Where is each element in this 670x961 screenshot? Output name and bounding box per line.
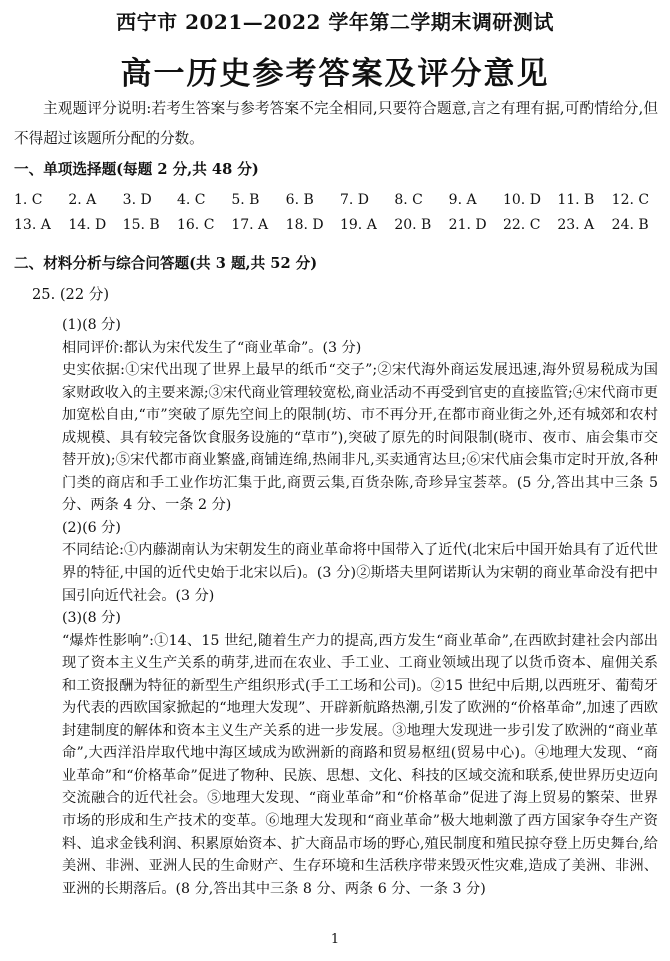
answer-item: 2. A <box>68 192 97 208</box>
answer-item: 4. C <box>176 192 206 208</box>
answer-item: 21. D <box>448 217 487 233</box>
answer-item: 3. D <box>122 192 152 208</box>
question-25-label: 25. (22 分) <box>32 286 110 303</box>
part-2-label: (2)(6 分) <box>62 519 121 536</box>
answer-item: 5. B <box>231 192 260 208</box>
answer-item: 8. C <box>394 192 423 208</box>
answer-item: 15. B <box>122 217 160 233</box>
answer-item: 6. B <box>285 192 314 208</box>
exam-title: 西宁市 2021—2022 学年第二学期末调研测试 <box>116 10 554 34</box>
answer-item: 18. D <box>285 217 324 233</box>
answer-item: 23. A <box>557 217 595 233</box>
page-number: 1 <box>330 932 340 947</box>
answer-row-2 <box>14 217 666 233</box>
answer-item: 12. C <box>611 192 650 208</box>
answer-item: 1. C <box>14 192 43 208</box>
question-25-answer <box>62 314 658 900</box>
answer-item: 7. D <box>339 192 370 208</box>
part-3-label: (3)(8 分) <box>62 610 121 627</box>
answer-item: 9. A <box>448 192 477 208</box>
answer-item: 17. A <box>231 217 269 233</box>
answer-item: 16. C <box>176 217 215 233</box>
part-3-text: “爆炸性影响”:①14、15 世纪,随着生产力的提高,西方发生“商业革命”,在西欧封建社会内部出现了资本主义生产关系的萌芽,进而在农业、手工业、工商业领域出现了以货币资本、雇佣关系和工资报酬为特征的新型生产组织形式(手工工场和公司)。②15 世纪中后期,以西班牙、葡萄牙为代表的西欧国家掀起的“地理大发现”、开辟新航路热潮,引发了欧洲的“价格革命”,加速了西欧封建制度的解体和资本主义生产关系的进一步发展。③地理大发现进一步引发了欧洲的“商业革命”,大西洋沿岸取代地中海区域成为欧洲新的商路和贸易枢纽(贸易中心)。④地理大发现、“商业革命”和“价格革命”促进了物种、民族、思想、文化、科技的区域交流和联系,使世界历史迈向交流融合的近代社会。⑤地理大发现、“商业革命”和“价格革命”促进了海上贸易的繁荣、世界市场的形成和生产技术的变革。⑥地理大发现和“商业革命”极大地刺激了西方国家争夺生产资料、追求金钱利润、积累原始资本、扩大商品市场的野心,殖民制度和殖民掠夺登上历史舞台,给美洲、非洲、亚洲人民的生命财产、生存环境和生活秩序带来毁灭性灾难,造成了美洲、非洲、亚洲的长期落后。(8 分,答出其中三条 8 分、两条 6 分、一条 3 分) <box>62 632 658 897</box>
grading-note: 主观题评分说明:若考生答案与参考答案不完全相同,只要符合题意,言之有理有据,可酌情给分,但不得超过该题所分配的分数。 <box>14 100 658 147</box>
document-title: 高一历史参考答案及评分意见 <box>120 56 550 92</box>
answer-row-1 <box>14 192 666 208</box>
part-2-text: 不同结论:①内藤湖南认为宋朝发生的商业革命将中国带入了近代(北宋后中国开始具有了近代世界的特征,中国的近代史始于北宋以后)。(3 分)②斯塔夫里阿诺斯认为宋朝的商业革命没有把中国引向近代社会。(3 分) <box>62 542 658 604</box>
answer-item: 11. B <box>557 192 595 208</box>
part-1-view: 相同评价:都认为宋代发生了“商业革命”。(3 分) <box>62 339 362 356</box>
answer-item: 24. B <box>611 217 649 233</box>
part-1-label: (1)(8 分) <box>62 317 121 333</box>
answer-item: 10. D <box>502 192 541 208</box>
answer-item: 13. A <box>14 217 51 233</box>
part-1-evidence: 史实依据:①宋代出现了世界上最早的纸币“交子”;②宋代海外商运发展迅速,海外贸易税成为国家财政收入的主要来源;③宋代商业管理较宽松,商业活动不再受到官吏的直接监管;④宋代商市更加宽松自由,“市”突破了原先空间上的限制(坊、市不再分开,在都市商业街之外,还有城郊和农村成规模、具有较完备饮食服务设施的“草市”),突破了原先的时间限制(晓市、夜市、庙会集市交替开放);⑤宋代都市商业繁盛,商铺连绵,热闹非凡,买卖通宵达旦;⑥宋代庙会集市定时开放,各种门类的商店和手工业作坊汇集于此,商贾云集,百货杂陈,奇珍异宝荟萃。(5 分,答出其中三条 5 分、两条 4 分、一条 2 分) <box>62 362 658 514</box>
answer-item: 14. D <box>68 217 107 233</box>
section-heading-multiple-choice: 一、单项选择题(每题 2 分,共 48 分) <box>14 161 259 178</box>
answer-item: 20. B <box>394 217 432 233</box>
answer-item: 22. C <box>502 217 541 233</box>
answer-item: 19. A <box>339 217 377 233</box>
section-heading-essay: 二、材料分析与综合问答题(共 3 题,共 52 分) <box>14 255 318 272</box>
